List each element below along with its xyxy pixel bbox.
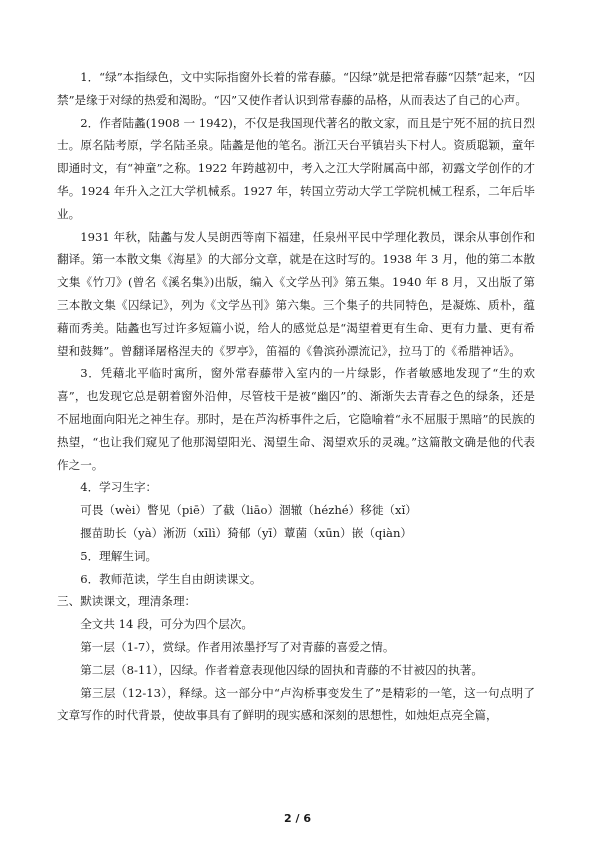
document-body — [57, 66, 535, 727]
paragraph-3: 1931 年秋，陆蠡与发人吴朗西等南下福建，任泉州平民中学理化教员，课余从事创作和翻译。第一本散文集《海星》的大部分文章，就是在这时写的。1938 年 3 月，他的第二本散文集《竹刀》(曾名《溪名集》)出版，编入《文学丛刊》第五集。1940 年 8 月，又出版了第三本散文集《囚绿记》，列为《文学丛刊》第六集。三个集子的共同特色，是凝炼、质朴，蕴藉而秀美。陆蠡也写过许多短篇小说，给人的感觉总是“渴望着更有生命、更有力量、更有希望和鼓舞”。曾翻译屠格涅夫的《罗亭》，笛福的《鲁滨孙漂流记》，拉马丁的《希腊神话》。 — [57, 229, 535, 358]
paragraph-2: 2．作者陆蠡(1908 一 1942)，不仅是我国现代著名的散文家，而且是宁死不屈的抗日烈士。原名陆考原，学名陆圣泉。陆蠡是他的笔名。浙江天台平镇岩头下村人。资质聪颖，童年即通时文，有“神童”之称。1922 年跨越初中，考入之江大学附属高中部，初露文学创作的才华。1924 年升入之江大学机械系。1927 年，转国立劳动大学工学院机械工程系，二年后毕业。 — [57, 115, 535, 221]
page-number: 2 / 6 — [284, 812, 311, 825]
paragraph-6: 可畏（wèi）瞥见（piē）了截（liāo）涸辙（hézhé）移徙（xǐ） — [80, 503, 417, 518]
paragraph-1: 1．“绿”本指绿色，文中实际指窗外长着的常春藤。“囚绿”就是把常春藤“囚禁”起来，“囚禁”是缘于对绿的热爱和渴盼。“囚”又使作者认识到常春藤的品格，从而表达了自己的心声。 — [57, 70, 535, 107]
paragraph-5: 4．学习生字： — [80, 480, 158, 495]
paragraph-12: 第一层（1-7），赏绿。作者用浓墨抒写了对青藤的喜爱之情。 — [80, 639, 395, 654]
paragraph-14: 第三层（12-13），释绿。这一部分中“卢沟桥事变发生了”是精彩的一笔，这一句点明了文章写作的时代背景，使故事具有了鲜明的现实感和深刻的思想性，如烛炬点亮全篇， — [57, 685, 535, 723]
paragraph-8: 5．理解生词。 — [80, 548, 158, 563]
paragraph-4: 3．凭藉北平临时寓所，窗外常春藤带入室内的一片绿影，作者敏感地发现了“生的欢喜”，也发现它总是朝着窗外沿伸，尽管枝干是被“幽囚”的、渐渐失去青春之色的绿条，还是不屈地面向阳光之神生存。那时，是在芦沟桥事件之后，它隐喻着“永不屈服于黑暗”的民族的热望，“也让我们窥见了他那渴望阳光、渴望生命、渴望欢乐的灵魂。”这篇散文确是他的代表作之一。 — [57, 366, 535, 472]
section-heading: 三、默读课文，理清条理： — [57, 594, 197, 609]
paragraph-13: 第二层（8-11），囚绿。作者着意表现他囚绿的固执和青藤的不甘被囚的执著。 — [80, 662, 484, 677]
paragraph-11: 全文共 14 段，可分为四个层次。 — [80, 617, 254, 632]
paragraph-9: 6．教师范读，学生自由朗读课文。 — [80, 571, 262, 586]
paragraph-7: 揠苗助长（yà）淅沥（xīlì）猗郁（yī）蕈菌（xūn）嵌（qiàn） — [80, 525, 413, 540]
